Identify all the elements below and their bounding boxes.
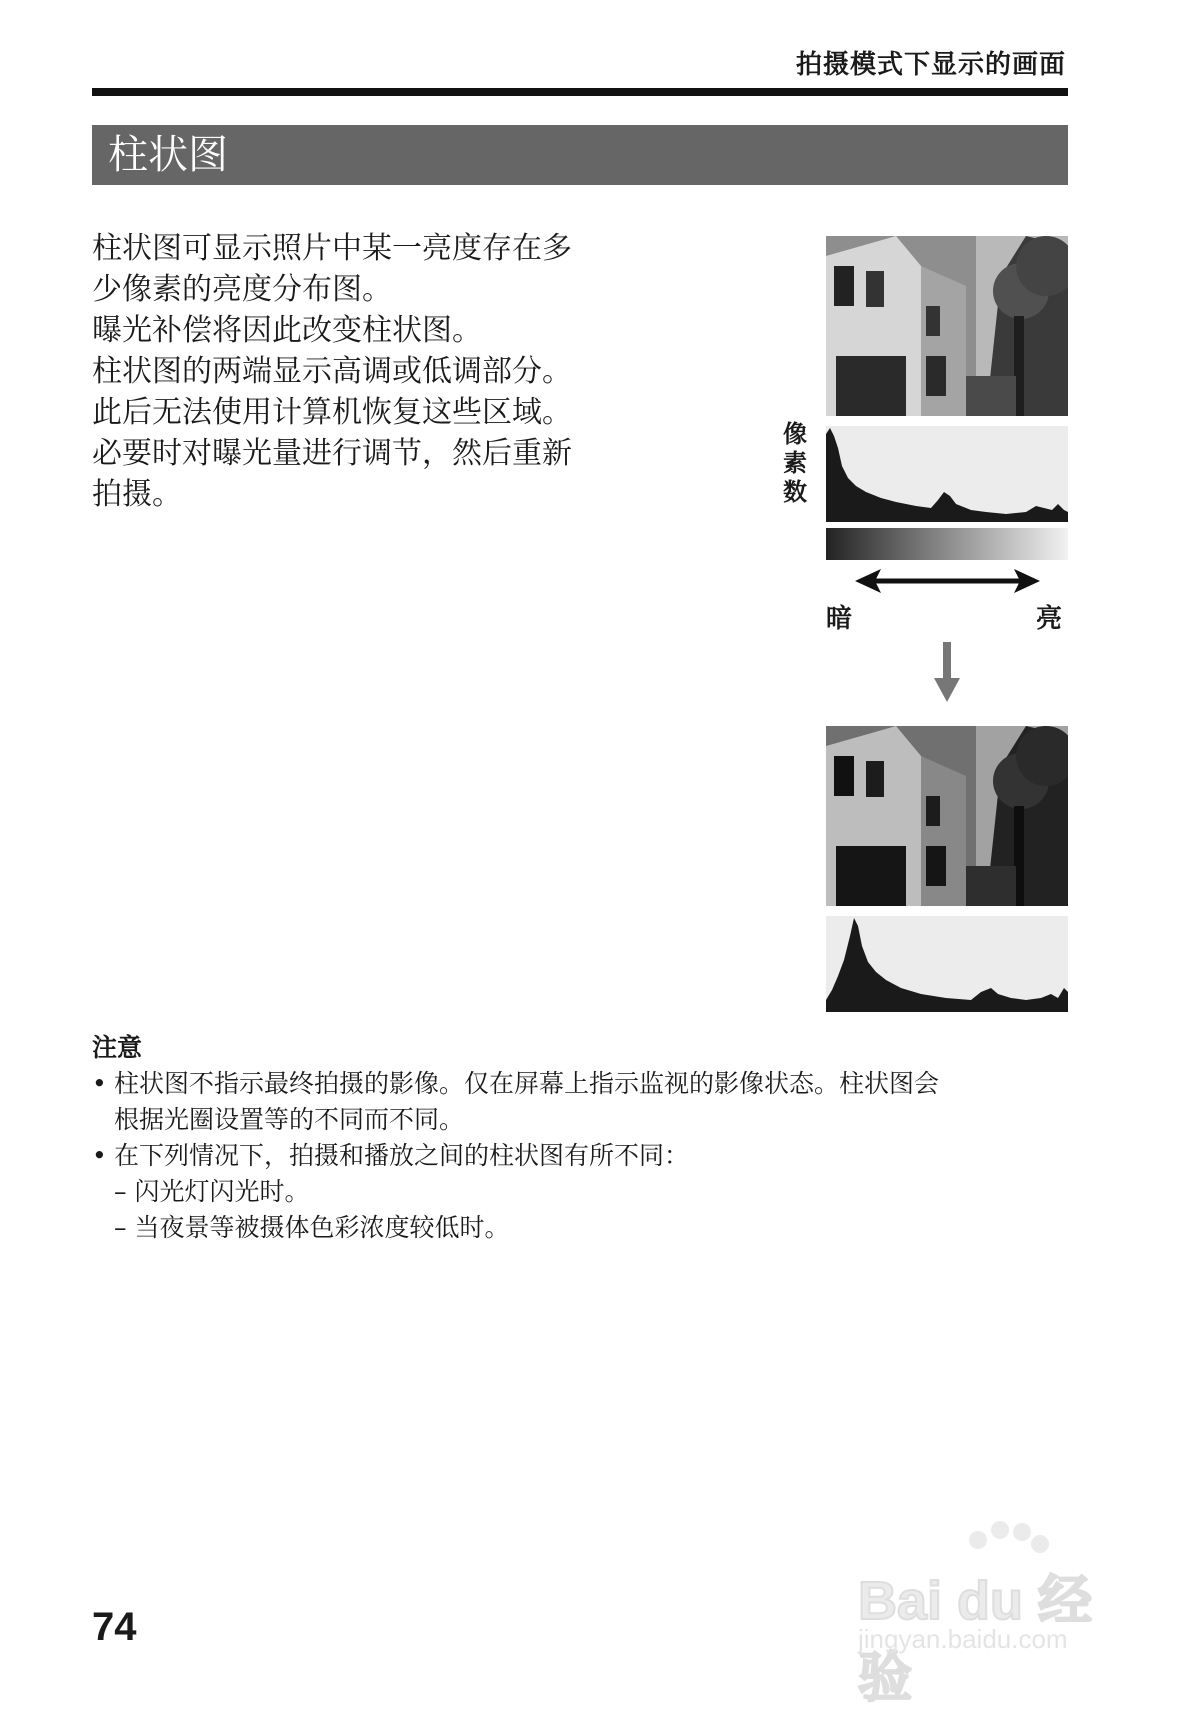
body-text [92, 228, 632, 515]
watermark-logo-text: Bai du 经验 [858, 1571, 1093, 1708]
running-header: 拍摄模式下显示的画面 [795, 50, 1066, 80]
brightness-gradient [826, 528, 1068, 560]
watermark-url: jingyan.baidu.com [858, 1624, 1068, 1654]
histogram-after [826, 916, 1068, 1012]
body-line: 此后无法使用计算机恢复这些区域。 [92, 395, 572, 430]
dark-label: 暗 [826, 604, 853, 634]
double-arrow-icon [855, 565, 1040, 597]
note-text: • 柱状图不指示最终拍摄的影像。仅在屏幕上指示监视的影像状态。柱状图会 [114, 1069, 940, 1098]
notes-title: 注意 [92, 1033, 143, 1062]
histogram-chart [826, 426, 1068, 522]
body-line: 柱状图的两端显示高调或低调部分。 [92, 354, 572, 389]
sample-photo-before [826, 236, 1068, 416]
body-line: 曝光补偿将因此改变柱状图。 [92, 313, 482, 348]
note-item [92, 1066, 1072, 1138]
baidu-watermark [858, 1520, 1138, 1708]
sample-photo-after [826, 726, 1068, 906]
note-item [92, 1138, 1072, 1174]
bright-label: 亮 [1036, 604, 1063, 634]
header-rule [92, 88, 1068, 96]
body-line: 柱状图可显示照片中某一亮度存在多 [92, 231, 572, 266]
page-number: 74 [92, 1605, 137, 1649]
down-arrow-icon [934, 642, 960, 702]
section-title-bar [92, 125, 1068, 185]
section-title: 柱状图 [108, 132, 228, 178]
body-line: 少像素的亮度分布图。 [92, 272, 392, 307]
note-text: • 在下列情况下，拍摄和播放之间的柱状图有所不同： [114, 1141, 690, 1170]
note-subitem: – 闪光灯闪光时。 [114, 1177, 310, 1206]
histogram-before [826, 426, 1068, 522]
body-line: 拍摄。 [92, 477, 182, 512]
histogram-chart [826, 916, 1068, 1012]
notes-section [92, 1030, 1072, 1246]
note-subitem: – 当夜景等被摄体色彩浓度较低时。 [114, 1213, 510, 1242]
body-line: 必要时对曝光量进行调节，然后重新 [92, 436, 572, 471]
y-axis-label: 像素数 [783, 420, 807, 506]
note-text: 根据光圈设置等的不同而不同。 [114, 1105, 465, 1134]
building-palm-photo-icon [826, 236, 1068, 416]
building-palm-photo-icon [826, 726, 1068, 906]
